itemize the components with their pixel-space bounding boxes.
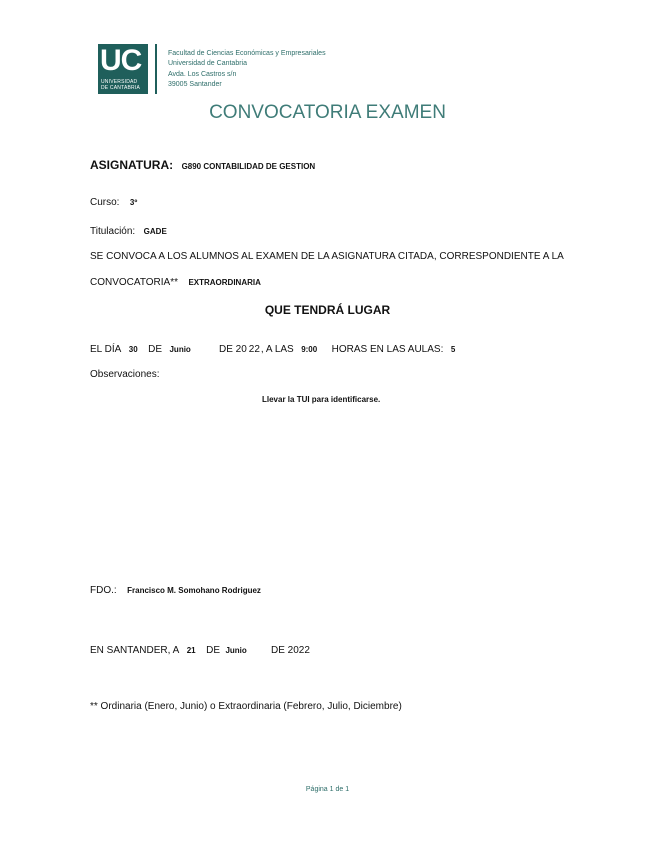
santander-label: EN SANTANDER, A (90, 645, 180, 656)
fecha-row (90, 339, 191, 357)
firma-anio: 22 (298, 645, 310, 656)
asignatura-value: G890 CONTABILIDAD DE GESTION (181, 162, 316, 171)
santander-row (90, 640, 247, 658)
firma-anio-label: DE 20 (271, 645, 299, 656)
document-title: CONVOCATORIA EXAMEN (209, 102, 446, 123)
titulacion-value: GADE (143, 227, 167, 236)
logo-divider (155, 44, 157, 94)
page-number: Página 1 de 1 (305, 786, 350, 793)
convocatoria-label: CONVOCATORIA** (90, 277, 178, 288)
anio-value: 22 (248, 344, 260, 355)
curso-value: 3º (129, 198, 138, 207)
logo-sub-2: DE CANTABRIA (101, 85, 140, 91)
firma-anio-row (271, 640, 310, 658)
address-line-1: Facultad de Ciencias Económicas y Empresariales (168, 50, 326, 57)
fdo-label: FDO.: (90, 585, 117, 596)
mes-value: Junio (169, 345, 191, 354)
firma-dia: 21 (186, 646, 196, 655)
address-line-4: 39005 Santander (168, 81, 222, 88)
curso-label: Curso: (90, 197, 120, 208)
firma-mes: Junio (225, 646, 247, 655)
curso-row (90, 192, 137, 210)
asignatura-row (90, 156, 315, 174)
fdo-value: Francisco M. Somohano Rodriguez (127, 586, 261, 595)
dia-value: 30 (128, 345, 138, 354)
anio-label: DE 20 (219, 344, 247, 355)
observaciones-label: Observaciones: (90, 369, 160, 380)
uc-logo (98, 44, 148, 94)
convoca-line-1: SE CONVOCA A LOS ALUMNOS AL EXAMEN DE LA ASIGNATURA CITADA, CORRESPONDIENTE A LA (90, 251, 564, 262)
lugar-heading: QUE TENDRÁ LUGAR (264, 303, 391, 317)
convocatoria-value: EXTRAORDINARIA (188, 278, 261, 287)
address-line-2: Universidad de Cantabria (168, 60, 247, 67)
logo-sub-1: UNIVERSIDAD (101, 79, 138, 85)
hora-value: 9:00 (301, 345, 318, 354)
address-line-3: Avda. Los Castros s/n (168, 71, 237, 78)
titulacion-label: Titulación: (90, 226, 136, 237)
observaciones-value: Llevar la TUI para identificarse. (262, 395, 381, 404)
convocatoria-row (90, 272, 261, 290)
titulacion-row (90, 221, 167, 239)
de-label: DE (148, 344, 163, 355)
anio-hora-row (219, 339, 455, 357)
fdo-row (90, 580, 261, 598)
asignatura-label: ASIGNATURA: (90, 158, 174, 172)
alas-label: , A LAS (260, 344, 294, 355)
aulas-label: HORAS EN LAS AULAS: (331, 344, 444, 355)
logo-text: UC (100, 44, 142, 77)
aulas-value: 5 (450, 345, 456, 354)
dia-label: EL DÍA (90, 344, 122, 355)
firma-de-label: DE (206, 645, 220, 656)
convocatoria-note: ** Ordinaria (Enero, Junio) o Extraordinaria (Febrero, Julio, Diciembre) (90, 701, 402, 712)
